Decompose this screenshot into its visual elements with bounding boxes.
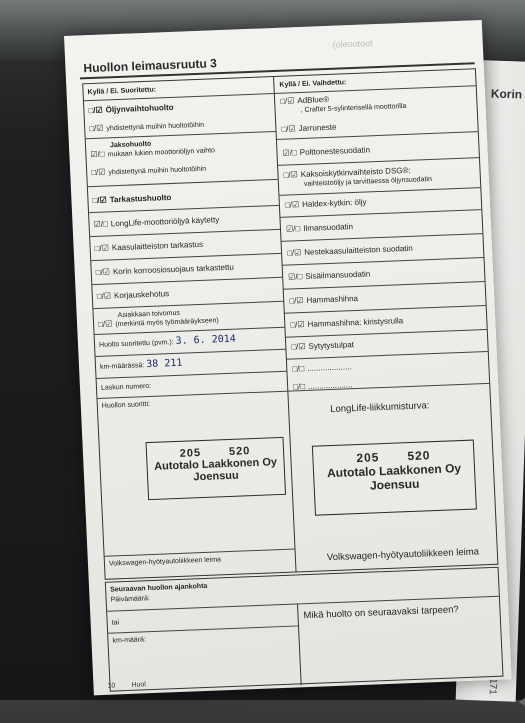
checkbox-icon: □/☑ [89,123,104,134]
row-divider [277,157,479,166]
dealer-stamp-label-right: Volkswagen-hyötyautoliikkeen leima [326,546,480,564]
checkbox-icon: □/☑ [95,267,111,277]
row-divider [279,209,481,218]
right-row: vaihteistoöljy ja tarvittaessa öljynsuodatin [303,175,433,188]
service-stamp-form [82,68,498,580]
right-row: □/☑ Sytytystulpat [291,340,355,352]
row-divider [96,349,286,357]
checkbox-icon: □/☑ [279,96,295,106]
checkbox-icon: ☑/□ [90,149,105,160]
checkbox-icon: □/☑ [284,200,300,210]
left-row: □/☑ yhdistettynä muihin huoltotöihin [91,165,207,178]
checkbox-icon: □/☑ [88,105,103,116]
checkbox-icon: ☑/□ [285,224,301,234]
row-divider [91,253,281,261]
left-row: □/☑ Kaasulaitteiston tarkastus [94,239,204,253]
right-column-header: Kyllä / Ei. Vaihdettu: [279,79,347,89]
right-row: □/□ .................... [292,380,353,392]
checkbox-icon: ☑/□ [282,148,297,158]
stamp-number: 520 [407,448,431,464]
row-divider [92,277,282,285]
dealer-stamp-right [312,440,477,516]
checkbox-icon: □/☑ [291,341,306,352]
right-row: □/☑ Hammashihna [289,293,359,306]
row-divider [283,281,485,290]
row-divider [282,257,484,266]
column-divider [297,603,302,685]
right-row: ☑/□ Polttonestesuodatin [282,145,371,158]
next-service-km-label: km-määrä: [112,636,147,645]
stamp-number: 520 [228,445,251,458]
right-row: □/☑ Haldex-kytkin: öljy [284,197,367,210]
left-column-header: Kyllä / Ei. Suoritettu: [87,86,157,97]
row-divider [90,229,280,237]
stamp-number: 205 [179,447,202,460]
page-number: 10 [107,682,116,690]
adjacent-page-number: 171 [486,677,499,695]
footer-word: Huol [131,681,147,689]
next-service-date-label: Päivämäärä: [110,595,151,604]
checkbox-icon: □/☑ [94,243,110,253]
left-row: □/☑ Korjauskehotus [96,289,170,301]
dealer-stamp-label-left: Volkswagen-hyötyautoliikkeen leima [108,556,222,568]
stamp-city: Joensuu [369,476,420,493]
performed-label: Huollon suoritti: [101,400,151,410]
next-service-title: Seuraavan huollon ajankohta [110,582,208,594]
right-row: □/☑ AdBlue® [279,94,330,106]
stamp-number: 205 [356,450,380,466]
right-row: □/☑ Nestekaasulaitteiston suodatin [286,243,413,258]
dealer-stamp-left [146,437,287,500]
stamp-city: Joensuu [193,469,240,484]
km-label: km-määrässä: 38 211 [99,357,183,371]
left-row: □/☑ yhdistettynä muihin huoltotöihin [89,121,205,134]
invoice-label: Laskun numero: [100,382,152,392]
service-date-value: 3. 6. 2014 [175,333,237,347]
right-row: □/☑ Hammashihna: kiristysrulla [290,316,404,330]
checkbox-icon: □/☑ [91,167,106,178]
service-page [64,20,512,695]
checkbox-icon: □/☑ [281,124,296,134]
longlife-label: LongLife-liikkumisturva: [329,400,430,416]
checkbox-icon: ☑/□ [93,219,109,229]
right-row: ☑/□ Ilmansuodatin [285,222,354,234]
row-divider [285,329,487,338]
checkbox-icon: □/☑ [290,319,305,330]
checkbox-icon: □/☑ [283,170,298,180]
checkbox-icon: ☑/□ [287,272,303,282]
right-row: □/☑ Kaksoiskytkinvaihteisto DSG®: [283,165,411,180]
stamp-company: Autotalo Laakkonen Oy [153,456,278,473]
row-divider [286,351,488,360]
checkbox-icon: □/□ [292,382,306,392]
left-row: □/☑ (merkintä myös työmääräykseen) [97,317,219,329]
right-row: ☑/□ Sisäilmansuodatin [287,269,371,282]
bleed-through-text: (oleootoot [332,38,373,50]
km-value: 38 211 [146,357,183,371]
checkbox-icon: □/☑ [97,319,113,329]
triangle-icon [518,697,525,707]
row-divider [97,371,287,379]
right-row: □/☑ Jarruneste [281,122,337,134]
left-row: Asiakkaan toivomus [117,309,181,320]
service-date-label: Huolto suoritettu (pvm.): 3. 6. 2014 [98,333,237,349]
next-service-box [105,567,504,692]
checkbox-icon: □/☑ [286,248,302,258]
row-divider [88,179,278,187]
row-divider [108,625,298,633]
row-divider [284,305,486,314]
checkbox-icon: □/□ [292,364,305,374]
right-row: , Crafter 5-sylinterisellä moottorilla [300,102,407,114]
row-divider [281,233,483,242]
row-divider [89,205,279,213]
adjacent-page-word: Korin [490,86,523,102]
checkbox-icon: □/☑ [92,195,107,206]
next-service-or-label: tai [111,619,120,627]
left-row: □/☑ Öljynvaihtohuolto [88,102,174,116]
checkbox-icon: □/☑ [96,291,112,301]
page-title: Huollon leimausruutu 3 [83,56,218,76]
stamp-company: Autotalo Laakkonen Oy [326,461,462,481]
row-divider [93,301,283,309]
left-row: □/☑ Korin korroosiosuojaus tarkastettu [95,262,235,277]
right-row: □/□ .................... [292,362,352,374]
left-row: □/☑ Tarkastushuolto [92,193,172,206]
left-row: ☑/□ LongLife-moottoriöljyä käytetty [93,215,220,229]
checkbox-icon: □/☑ [289,295,304,306]
next-service-question: Mikä huolto on seuraavaksi tarpeen? [303,604,459,622]
left-row: ☑/□ mukaan lukien moottoriöljyn vaihto [90,147,216,160]
left-row: Jaksohuolto [109,140,152,150]
